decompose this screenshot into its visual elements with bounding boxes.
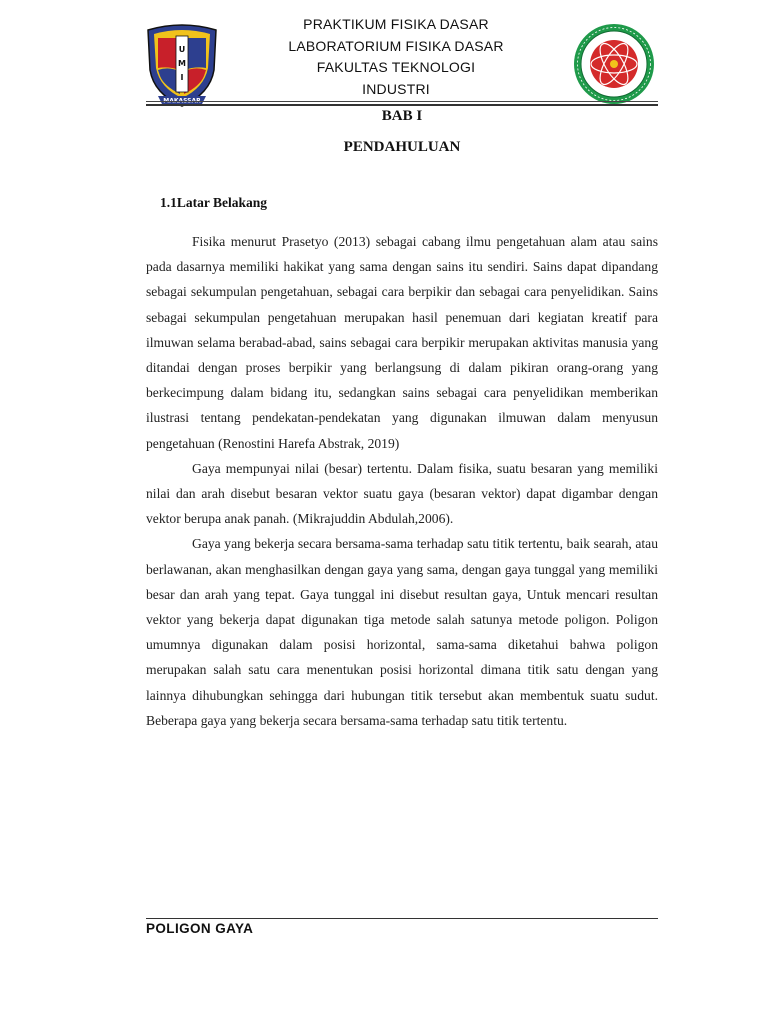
header-rule-thick — [146, 104, 658, 106]
svg-text:U: U — [178, 45, 186, 54]
paragraph-resultant-force: Gaya yang bekerja secara bersama-sama terhadap satu titik tertentu, baik searah, atau berlawanan, akan menghasilkan dengan gaya yang sama, dengan gaya tunggal yang memiliki besar dan arah yang tepat. Gaya tunggal ini disebut resultan gaya, Untuk mencari resultan vektor yang bekerja dapat digunakan tiga metode salah satunya metode poligon. Poligon umumnya digunakan dalam posisi horizontal, sama-sama diketahui bahwa poligon merupakan salah satu cara menentukan posisi horizontal dimana titik satu dengan yang lainnya dihubungkan sehingga dari hubungan titik tersebut akan membentuk suatu sudut. Beberapa gaya yang bekerja secara bersama-sama terhadap satu titik tertentu. — [146, 536, 658, 728]
body-text — [146, 229, 658, 733]
header-line-faculty: FAKULTAS TEKNOLOGI — [316, 59, 476, 75]
header-line-laboratory: LABORATORIUM FISIKA DASAR — [288, 37, 504, 54]
chapter-title: PENDAHULUAN — [343, 139, 461, 155]
section-heading: 1.1Latar Belakang — [160, 195, 268, 210]
svg-text:I: I — [180, 73, 184, 82]
header-line-program: PRAKTIKUM FISIKA DASAR — [303, 16, 489, 32]
laboratory-seal-icon — [572, 22, 656, 106]
header-rule-thin — [146, 101, 658, 102]
document-header — [140, 8, 660, 106]
paragraph-force-vector: Gaya mempunyai nilai (besar) tertentu. Dalam fisika, suatu besaran yang memiliki nilai dan arah disebut besaran vektor suatu gaya (besaran vektor) dapat digambar dengan vektor berupa anak panah. (Mikrajuddin Abdulah,2006). — [146, 460, 658, 527]
university-crest-icon — [144, 20, 220, 108]
header-title-block — [236, 14, 556, 100]
svg-text:MAKASSAR: MAKASSAR — [163, 97, 201, 105]
svg-text:M: M — [178, 59, 186, 68]
header-line-industry: INDUSTRI — [362, 80, 430, 97]
footer-rule — [146, 918, 658, 919]
paragraph-physics-definition: Fisika menurut Prasetyo (2013) sebagai cabang ilmu pengetahuan alam atau sains pada dasarnya memiliki hakikat yang sama dengan sains itu sendiri. Sains dapat dipandang sebagai sekumpulan pengetahuan, sebagai cara berpikir dan sebagai cara penyelidikan. Sains sebagai sekumpulan pengetahuan merupakan hasil penemuan dari kegiatan kreatif para ilmuwan selama berabad-abad, sains sebagai cara berpikir merupakan aktivitas manusia yang ditandai dengan proses berpikir yang berlangsung di dalam pikiran orang-orang yang berkecimpung dalam bidang itu, sedangkan sains sebagai cara penyelidikan memberikan ilustrasi tentang pendekatan-pendekatan yang digunakan ilmuwan dalam menyusun pengetahuan (Renostini Harefa Abstrak, 2019) — [146, 234, 658, 451]
footer-title: POLIGON GAYA — [146, 921, 254, 936]
chapter-number: BAB I — [381, 108, 423, 124]
